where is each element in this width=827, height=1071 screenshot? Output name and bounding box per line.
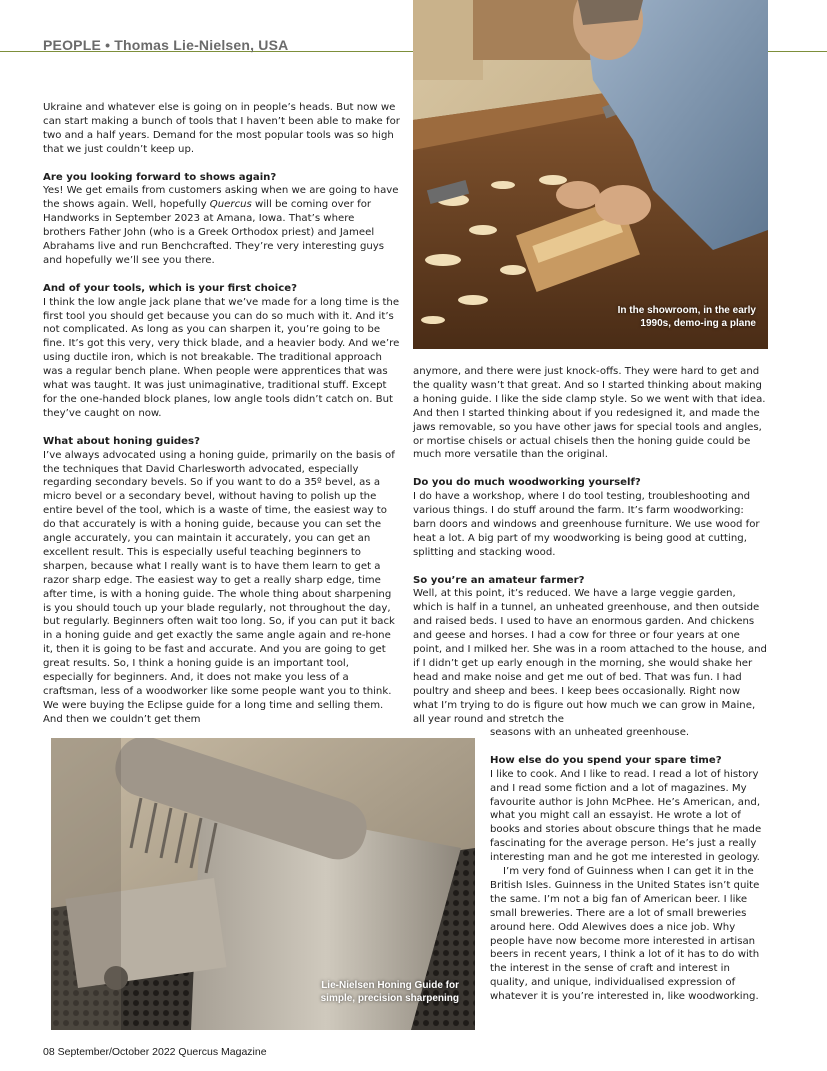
caption-line: Lie-Nielsen Honing Guide for	[321, 980, 459, 991]
caption-line: In the showroom, in the early	[617, 305, 756, 316]
honing-guide-photo-caption	[260, 979, 459, 1005]
article-column-bottom-right	[490, 726, 770, 1004]
caption-line: 1990s, demo-ing a plane	[640, 318, 756, 329]
page-footer: 08 September/October 2022 Quercus Magazine	[43, 1046, 267, 1058]
answer-text: I’ve always advocated using a honing guide, primarily on the basis of the techniques that David Charlesworth advocated, especially regarding secondary bevels. So if you want to do a 35º bevel, as a micro bevel or a secondary bevel, without having to polish up the entire bevel of the tool, which is a waste of time, the easiest way to do that accurately is with a honing guide, because you can set the angle accurately, you can maintain it accurately, you can get an excellent result. This is especially useful teaching beginners to sharpen, because what I really want is to have them learn to get a razor sharp edge. The easiest way to get a really sharp edge, time after time, is with a honing guide. The whole thing about sharpening is you should touch up your blade regularly, not throughout the day, but regularly. Beginners often wait too long. So, if you can put it back in a honing guide and get exactly the same angle again and re-hone it, then it is going to be fast and accurate. And you are going to get great results. So, I think a honing guide is an important tool, especially for beginners. And, it does not make you less of a craftsman, less of a woodworker like some people want you to think. We were buying the Eclipse guide for a long time and selling them. And then we couldn’t get them	[43, 449, 395, 725]
question-heading: What about honing guides?	[43, 435, 200, 447]
question-heading: Do you do much woodworking yourself?	[413, 477, 641, 489]
answer-text: Yes! We get emails from customers asking when we are going to have the shows again. Well, hopefully	[43, 185, 399, 211]
paragraph: Ukraine and whatever else is going on in people’s heads. But now we can start making a bunch of tools that I haven’t been able to make for two and a half years. Demand for the most popular tools was so high that we just couldn’t keep up.	[43, 102, 400, 155]
paragraph: anymore, and there were just knock-offs. They were hard to get and the quality wasn’t that great. And so I started thinking about making a honing guide. I like the side clamp style. So we went with that idea. And then I started thinking about if you redesigned it, and made the jaws removable, so you have other jaws for special tools and angles, or mortise chisels or actual chisels then the honing guide could be much more versatile than the original.	[413, 366, 766, 461]
answer-text: I think the low angle jack plane that we’ve made for a long time is the first tool you should get because you can do so much with it. And it’s not complicated. As long as you can sharpen it, you’re going to be fine. It’s got this very, very thick blade, and a heavier body. And we’re using ductile iron, which is not breakable. The traditional approach was a regular bench plane. When people were apprentices that was what was taught. It was just unimaginative, traditional stuff. Except for the one-handed block planes, low angle tools didn’t catch on. But they’ve caught on now.	[43, 296, 400, 419]
article-column-left	[43, 101, 400, 727]
question-heading: So you’re an amateur farmer?	[413, 574, 585, 586]
article-column-right	[413, 365, 768, 727]
answer-text: I like to cook. And I like to read. I read a lot of history and I read some fiction and a lot of magazines. My favourite author is John McPhee. He’s American, and, what you might call an essayist. He wrote a lot of books and stories about obscure things that he made fascinating for the average person. He’s just a really interesting man and he got me interested in geology.	[490, 768, 762, 864]
answer-text: I do have a workshop, where I do tool testing, troubleshooting and various things. I do stuff around the farm. It’s farm woodworking: barn doors and windows and greenhouse furniture. We use wood for heat a lot. A big part of my woodworking is being good at cutting, splitting and stacking wood.	[413, 491, 760, 558]
qa-block	[43, 171, 400, 268]
caption-line: simple, precision sharpening	[320, 993, 459, 1004]
showroom-photo-caption	[560, 304, 756, 330]
qa-block	[43, 282, 400, 421]
answer-text: Well, at this point, it’s reduced. We have a large veggie garden, which is half in a tunnel, an unheated greenhouse, and then outside and raised beds. I used to have an enormous garden. And chickens and geese and horses. I had a cow for three or four years at one point, and I milked her. She was in a room attached to the house, and if I didn’t get up early enough in the morning, she would shake her head and make noise and get me out of bed. That was fun. I had poultry and sheep and bees. I keep bees occasionally. Right now what I’m trying to do is figure out how much we can grow in Maine, all year round and stretch the	[413, 588, 767, 725]
magazine-title: Quercus	[209, 199, 252, 211]
qa-block	[413, 476, 768, 559]
question-heading: And of your tools, which is your first choice?	[43, 282, 297, 294]
showroom-photo-image	[413, 0, 768, 349]
qa-block	[413, 574, 768, 727]
qa-block	[490, 754, 770, 865]
showroom-photo	[413, 0, 768, 349]
paragraph: seasons with an unheated greenhouse.	[490, 727, 690, 738]
qa-block	[43, 435, 400, 727]
section-label: PEOPLE • Thomas Lie-Nielsen, USA	[43, 37, 289, 53]
question-heading: How else do you spend your spare time?	[490, 754, 722, 766]
question-heading: Are you looking forward to shows again?	[43, 171, 277, 183]
answer-text: will be coming over for Handworks in September 2023 at Amana, Iowa. That’s where brothers Father John (who is a Greek Orthodox priest) and Jameel Abrahams live and run Benchcrafted. They’re very interesting guys and hopefully we’ll see you there.	[43, 199, 385, 266]
paragraph: I’m very fond of Guinness when I can get it in the British Isles. Guinness in the United States isn’t quite the same. I’m not a big fan of American beer. I like small breweries. There are a lot of small breweries around here. Odd Alewives does a nice job. Why people have now become more interested in artisan beers in recent years, I think a lot of it has to do with the interest in the sense of craft and interest in quality, and unique, individualised expression of whatever it is you’re interested in, like woodworking.	[490, 866, 760, 1003]
